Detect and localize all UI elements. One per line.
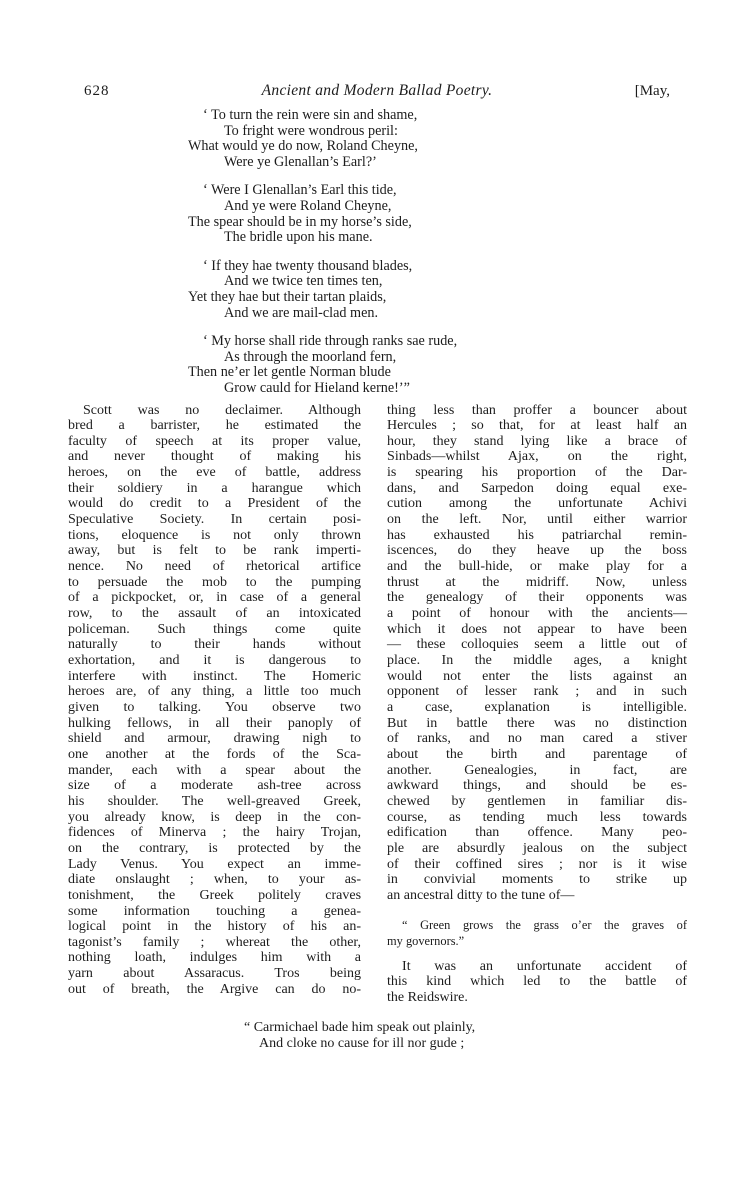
text-line: edification than offence. Many peo- xyxy=(387,825,687,841)
stanza xyxy=(244,1020,750,1053)
verse-line: The spear should be in my horse’s side, xyxy=(188,213,412,230)
verse-line: And we twice ten times ten, xyxy=(224,273,383,290)
stanza xyxy=(188,334,750,396)
text-line: naturally to their hands without xyxy=(68,637,362,653)
text-line: their soldiery in a harangue which xyxy=(68,480,362,496)
text-line: of a pickpocket, or, in case of a general xyxy=(68,590,362,606)
text-line: awkward things, and should be es- xyxy=(387,778,687,794)
text-line: away, but is felt to be rank imperti- xyxy=(68,543,362,559)
text-line: heroes are, of any thing, a little too much xyxy=(68,684,362,700)
text-line: would do credit to a President of the xyxy=(68,496,362,512)
text-line: given to talking. You observe two xyxy=(68,699,362,715)
text-line: some information touching a genea- xyxy=(68,903,362,919)
text-line: row, to the assault of an intoxicated xyxy=(68,606,362,622)
text-line: has exhausted his patriarchal remin- xyxy=(387,527,687,543)
text-line: mander, each with a spear about the xyxy=(68,762,362,778)
text-line: It was an unfortunate accident of xyxy=(402,958,687,974)
text-line: and the bull-hide, or make play for a xyxy=(387,559,687,575)
text-line: course, as tending much less towards xyxy=(387,809,687,825)
text-line: But in battle there was no distinction xyxy=(387,715,687,731)
stanza xyxy=(188,108,750,170)
text-line: Hercules ; so that, for at least half an xyxy=(387,418,687,434)
verse-line: What would ye do now, Roland Cheyne, xyxy=(188,138,418,155)
text-line: dans, and Sarpedon doing equal exe- xyxy=(387,480,687,496)
verse-line: “ Carmichael bade him speak out plainly, xyxy=(244,1019,476,1035)
text-line: to persuade the mob to the pumping xyxy=(68,574,362,590)
text-line: hour, they stand lying like a brace of xyxy=(387,433,687,449)
verse-line: ‘ Were I Glenallan’s Earl this tide, xyxy=(203,182,397,199)
text-line: would not enter the lists against an xyxy=(387,668,687,684)
text-line: you already know, is deep in the con- xyxy=(68,809,362,825)
verse-line: The bridle upon his mane. xyxy=(224,229,373,246)
stanza xyxy=(188,259,750,321)
text-line: nence. No need of rhetorical artifice xyxy=(68,559,362,575)
verse-line: ‘ My horse shall ride through ranks sae rude, xyxy=(203,333,458,350)
text-line: “ Green grows the grass o’er the graves of xyxy=(402,917,687,932)
text-line: Lady Venus. You expect an imme- xyxy=(68,856,362,872)
verse-line: And cloke no cause for ill nor gude ; xyxy=(259,1036,465,1052)
verse-line: And we are mail-clad men. xyxy=(224,304,379,321)
text-line: which it does not appear to have been xyxy=(387,621,687,637)
paragraph xyxy=(68,403,361,998)
verse-line: And ye were Roland Cheyne, xyxy=(224,197,392,214)
header-issue-date: [May, xyxy=(634,83,670,99)
text-line: in convivial moments to strike up xyxy=(387,872,687,888)
paragraph xyxy=(387,959,687,1006)
text-line: chewed by gentlemen in familiar dis- xyxy=(387,793,687,809)
text-line: another. Genealogies, in fact, are xyxy=(387,762,687,778)
text-line: logical point in the history of his an- xyxy=(68,919,362,935)
text-line: — these colloquies seem a little out of xyxy=(387,637,687,653)
text-line: is spearing his proportion of the Dar- xyxy=(387,465,687,481)
text-line: faculty of speech at its proper value, xyxy=(68,433,362,449)
text-line: this kind which led to the battle of xyxy=(387,974,687,990)
text-line: interfere with instinct. The Homeric xyxy=(68,668,362,684)
verse-line: Yet they hae but their tartan plaids, xyxy=(188,288,387,305)
page-header xyxy=(0,0,750,100)
verse-line: Grow cauld for Hieland kerne!’” xyxy=(224,379,410,396)
text-line: opponent of lesser rank ; and in such xyxy=(387,684,687,700)
text-line: of ranks, and no man cared a stiver xyxy=(387,731,687,747)
text-line: the genealogy of their opponents was xyxy=(387,590,687,606)
text-line: hulking fellows, in all their panoply of xyxy=(68,715,362,731)
page-number: 628 xyxy=(84,83,110,99)
text-line: ple are absurdly jealous on the subject xyxy=(387,840,687,856)
text-line: tagonist’s family ; whereat the other, xyxy=(68,934,362,950)
text-line: place. In the middle ages, a knight xyxy=(387,653,687,668)
text-line: heroes, on the eve of battle, address xyxy=(68,465,362,481)
text-line: on the left. Nor, until either warrior xyxy=(387,512,687,528)
text-line: thrust at the midriff. Now, unless xyxy=(387,574,687,590)
text-line: exhortation, and it is dangerous to xyxy=(68,653,362,668)
text-line: iscences, do they heave up the boss xyxy=(387,543,687,559)
text-line: out of breath, the Argive can do no- xyxy=(68,981,362,997)
text-line: and never thought of making his xyxy=(68,449,362,465)
text-line: one another at the fords of the Sca- xyxy=(68,746,362,762)
verse-line: ‘ To turn the rein were sin and shame, xyxy=(203,107,418,123)
text-line: Scott was no declaimer. Although xyxy=(83,402,362,418)
inline-song-quote xyxy=(387,917,687,950)
two-column-body xyxy=(0,397,750,1006)
text-line: diate onslaught ; when, to your as- xyxy=(68,872,362,888)
text-line: yarn about Assaracus. Tros being xyxy=(68,966,362,982)
right-column xyxy=(387,403,687,1006)
text-line: bred a barrister, he estimated the xyxy=(68,418,362,434)
text-line: my governors.” xyxy=(387,934,465,949)
text-line: the Reidswire. xyxy=(387,990,468,1005)
verse-line: Were ye Glenallan’s Earl?’ xyxy=(224,153,377,170)
text-line: cution among the unfortunate Achivi xyxy=(387,496,687,512)
verse-line: Then ne’er let gentle Norman blude xyxy=(188,364,391,381)
paragraph xyxy=(387,403,687,904)
text-line: tonishment, the Greek politely craves xyxy=(68,887,362,903)
text-line: size of a moderate ash-tree across xyxy=(68,778,362,794)
text-line: of their coffined sires ; nor is it wise xyxy=(387,856,687,872)
text-line: his shoulder. The well-greaved Greek, xyxy=(68,793,362,809)
bottom-ballad-quotation xyxy=(244,1020,750,1053)
text-line: policeman. Such things come quite xyxy=(68,621,362,637)
text-line: shield and armour, drawing nigh to xyxy=(68,731,362,747)
text-line: Sinbads—whilst Ajax, on the right, xyxy=(387,449,687,465)
verse-line: As through the moorland fern, xyxy=(224,348,397,365)
text-line: Speculative Society. In certain posi- xyxy=(68,512,362,528)
text-line: thing less than proffer a bouncer about xyxy=(387,402,687,418)
stanza xyxy=(188,183,750,245)
verse-line: ‘ If they hae twenty thousand blades, xyxy=(203,257,413,274)
text-line: on the contrary, is protected by the xyxy=(68,840,362,856)
text-line: tions, eloquence is not only thrown xyxy=(68,527,362,543)
text-line: a case, explanation is intelligible. xyxy=(387,699,687,715)
verse-line: To fright were wondrous peril: xyxy=(224,122,398,139)
text-line: about the birth and parentage of xyxy=(387,746,687,762)
left-column xyxy=(68,403,361,1006)
text-line: a point of honour with the ancients— xyxy=(387,606,687,622)
running-title: Ancient and Modern Ballad Poetry. xyxy=(261,82,493,99)
text-line: fidences of Minerva ; the hairy Trojan, xyxy=(68,825,362,841)
text-line: an ancestral ditty to the tune of— xyxy=(387,887,575,903)
top-ballad-quotation xyxy=(188,108,750,397)
text-line: nothing loath, indulges him with a xyxy=(68,950,362,966)
